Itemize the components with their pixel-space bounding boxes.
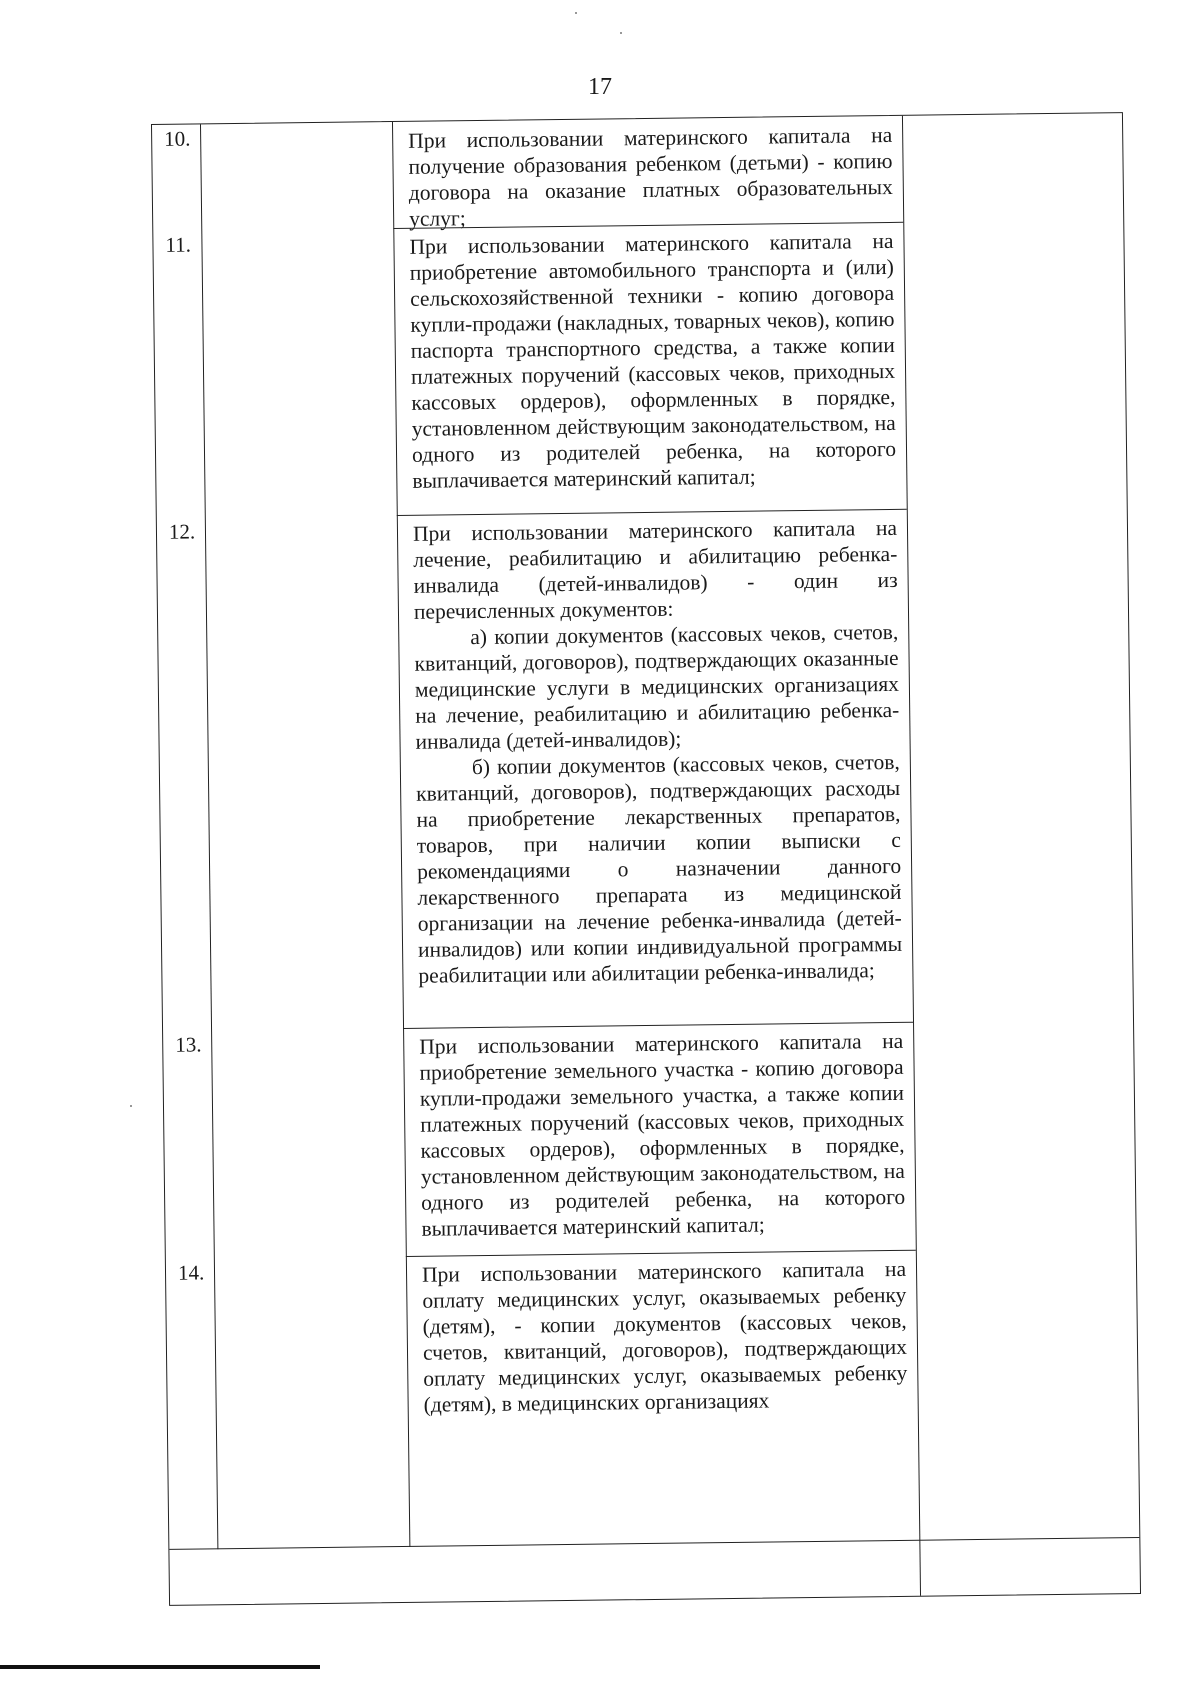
row-paragraph: а) копии документов (кассовых чеков, счетов, квитанций, договоров), подтверждающих оказанные медицинские услуги в медицинских организациях на лечение, реабилитацию и абилитацию ребенка-инвалида (детей-инвалидов); — [414, 619, 900, 754]
table-row — [153, 222, 906, 518]
row-paragraph: При использовании материнского капитала на оплату медицинских услуг, оказываемых ребенку (детям), - копии документов (кассовых чеков, счетов, квитанций, договоров), подтверждающих оплату медицинских услуг, оказываемых ребенку (детям), в медицинских организациях — [421, 1256, 908, 1417]
row-paragraph: При использовании материнского капитала на приобретение автомобильного транспорта и (или) сельскохозяйственной техники - копию договора купли-продажи (накладных, товарных чеков), копию паспорта транспортного средства, а также копии платежных поручений (кассовых чеков, приходных кассовых ордеров), оформленных в порядке, установленном действующим законодательством, на одного из родителей ребенка, на которого выплачивается материнский капитал; — [409, 228, 897, 493]
row-paragraph: б) копии документов (кассовых чеков, счетов, квитанций, договоров), подтверждающих расходы на приобретение лекарственных препаратов, товаров, при наличии копии выписки с рекомендациями о назначении данного лекарственного препарата из медицинской организации на лечение ребенка-инвалида (детей-инвалидов) или копии индивидуальной программы реабилитации или абилитации ребенка-инвалида; — [416, 749, 903, 988]
table-row — [166, 1250, 919, 1549]
row-text — [409, 228, 896, 494]
row-paragraph: При использовании материнского капитала на получение образования ребенком (детьми) - копию договора на оказание платных образовательных услуг; — [408, 122, 893, 231]
table-row — [163, 1022, 916, 1259]
table-row — [157, 509, 913, 1031]
row-text — [422, 1256, 908, 1418]
row-paragraph: При использовании материнского капитала на лечение, реабилитацию и абилитацию ребенка-инвалида (детей-инвалидов) - один из перечисленных документов: — [412, 515, 898, 624]
row-text — [408, 122, 893, 232]
row-number: 10. — [164, 126, 191, 151]
scan-speck — [130, 1105, 132, 1107]
row-number: 11. — [165, 232, 192, 257]
table-row — [152, 116, 903, 231]
scan-speck — [575, 12, 577, 14]
row-number: 13. — [175, 1032, 202, 1057]
row-text — [413, 515, 903, 989]
row-paragraph: При использовании материнского капитала на приобретение земельного участка - копию договора купли-продажи земельного участка, а также копии платежных поручений (кассовых чеков, приходных кассовых ордеров), оформленных в порядке, установленном действующим законодательством, на одного из родителей ребенка, на которого выплачивается материнский капитал; — [419, 1028, 906, 1241]
documents-table — [151, 112, 1141, 1606]
row-number: 14. — [177, 1260, 205, 1285]
row-number: 12. — [168, 519, 196, 544]
scan-speck — [620, 32, 622, 34]
scan-edge-mark — [0, 1665, 320, 1669]
page-number: 17 — [588, 74, 612, 100]
row-text — [419, 1028, 906, 1242]
